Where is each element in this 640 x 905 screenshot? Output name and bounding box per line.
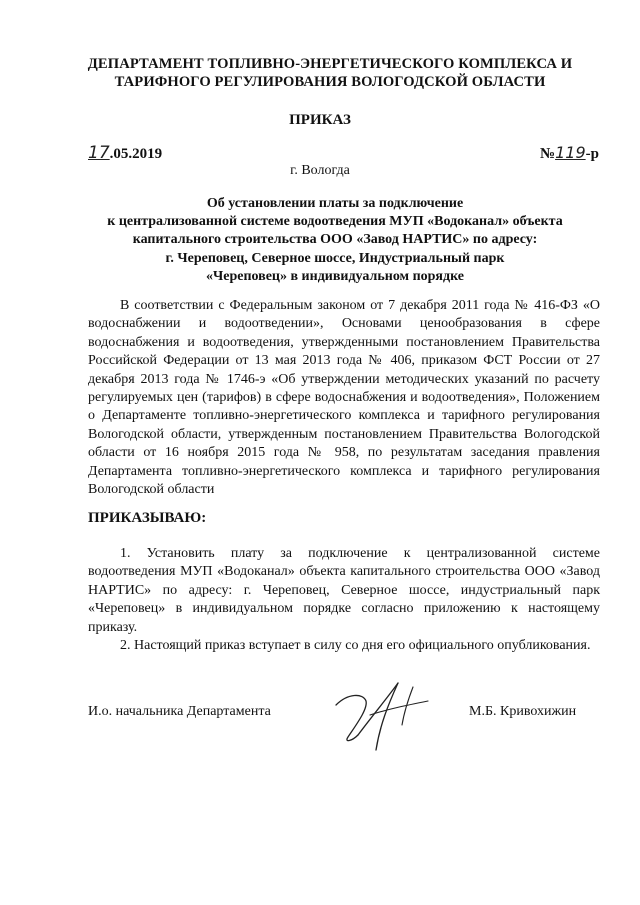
preamble-paragraph: В соответствии с Федеральным законом от 7 декабря 2011 года № 416-ФЗ «О водоснабжении и водоотведении», Основами ценообразования в сфере водоснабжения и водоотведения, утвержденными постановлением Правительства Российской Федерации от 13 мая 2013 года № 406, приказом ФСТ России от 27 декабря 2013 года № 1746-э «Об утверждении методических указаний по расчету регулируемых цен (тарифов) в сфере водоснабжения и водоотведения», Положением о Департаменте топливно-энергетического комплекса и тарифного регулирования Вологодской области, утвержденным постановлением Правительства Вологодской области от 16 ноября 2015 года № 958, по результатам заседания правления Департамента топливно-энергетического комплекса и тарифного регулирования Вологодской области — [88, 298, 600, 498]
order-date — [88, 143, 162, 163]
date-month-year: .05.2019 — [109, 146, 163, 162]
city: г. Вологда — [290, 163, 350, 178]
number-suffix: -р — [585, 146, 599, 162]
subject-line-2: к централизованной системе водоотведения МУП «Водоканал» объекта — [107, 214, 563, 230]
handwritten-day: 17 — [88, 143, 110, 163]
handwritten-signature — [318, 675, 438, 755]
order-subject — [70, 195, 600, 286]
subject-line-5: «Череповец» в индивидуальном порядке — [205, 268, 465, 284]
department-header — [40, 55, 620, 91]
signer-name: М.Б. Кривохижин — [469, 704, 577, 719]
department-line-1: ДЕПАРТАМЕНТ ТОПЛИВНО-ЭНЕРГЕТИЧЕСКОГО КОМПЛЕКСА И — [87, 56, 573, 72]
handwritten-number: 119 — [555, 143, 586, 162]
order-item-2: 2. Настоящий приказ вступает в силу со дня его официального опубликования. — [120, 638, 591, 654]
subject-line-3: капитального строительства ООО «Завод НАРТИС» по адресу: — [132, 232, 538, 248]
subject-line-4: г. Череповец, Северное шоссе, Индустриальный парк — [165, 250, 505, 266]
order-directive: ПРИКАЗЫВАЮ: — [88, 510, 207, 526]
number-sign: № — [540, 146, 556, 162]
preamble — [88, 297, 600, 499]
signer-title: И.о. начальника Департамента — [88, 704, 271, 719]
subject-line-1: Об установлении платы за подключение — [206, 196, 464, 211]
order-number — [540, 143, 599, 163]
order-items — [88, 545, 600, 655]
department-line-2: ТАРИФНОГО РЕГУЛИРОВАНИЯ ВОЛОГОДСКОЙ ОБЛАСТИ — [114, 74, 546, 90]
order-item-1: 1. Установить плату за подключение к централизованной системе водоотведения МУП «Водоканал» объекта капитального строительства ООО «Завод НАРТИС» по адресу: г. Череповец, Северное шоссе, индустриальный парк «Череповец» в индивидуальном порядке согласно приложению к настоящему приказу. — [88, 546, 600, 635]
document-type: ПРИКАЗ — [289, 112, 351, 128]
